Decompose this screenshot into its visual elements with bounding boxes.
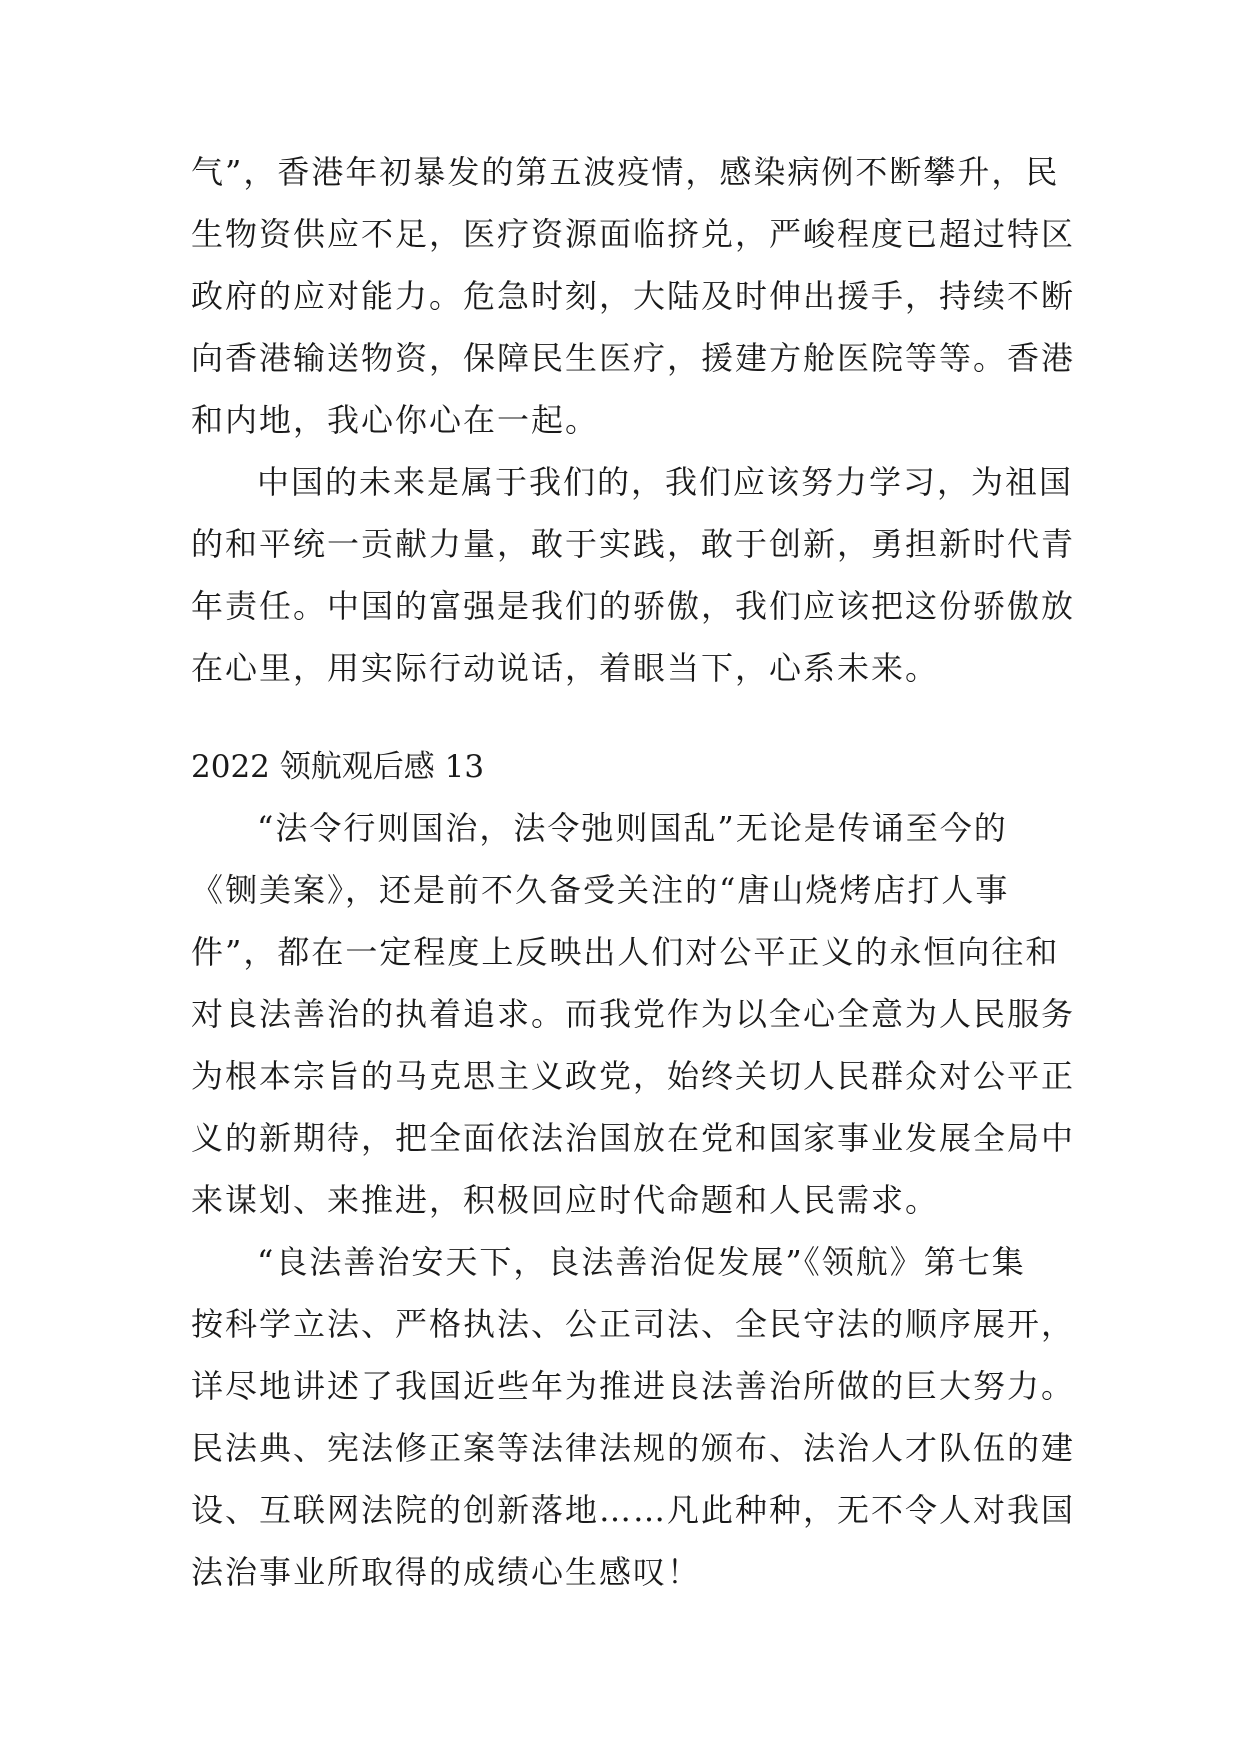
text-line: “良法善治安天下，良法善治促发展”《领航》第七集	[257, 1243, 1026, 1281]
text-line: 对良法善治的执着追求。而我党作为以全心全意为人民服务	[191, 995, 1076, 1033]
text-line: 按科学立法、严格执法、公正司法、全民守法的顺序展开，	[191, 1305, 1076, 1343]
section-title: 2022 领航观后感 13	[191, 749, 485, 785]
text-line: 的和平统一贡献力量，敢于实践，敢于创新，勇担新时代青	[191, 525, 1076, 563]
section-heading	[191, 736, 1053, 798]
paragraph-lingh-episode-seven	[191, 1231, 1076, 1603]
text-line: 在心里，用实际行动说话，着眼当下，心系未来。	[191, 649, 940, 687]
text-line: 详尽地讲述了我国近些年为推进良法善治所做的巨大努力。	[191, 1367, 1076, 1405]
text-line: 气”，香港年初暴发的第五波疫情，感染病例不断攀升，民	[191, 153, 1060, 191]
text-line: 和内地，我心你心在一起。	[191, 401, 600, 439]
text-line: 向香港输送物资，保障民生医疗，援建方舱医院等等。香港	[191, 339, 1076, 377]
text-line: 政府的应对能力。危急时刻，大陆及时伸出援手，持续不断	[191, 277, 1076, 315]
text-line: 义的新期待，把全面依法治国放在党和国家事业发展全局中	[191, 1119, 1076, 1157]
paragraph-future-of-china	[191, 451, 1076, 699]
text-line: 来谋划、来推进，积极回应时代命题和人民需求。	[191, 1181, 940, 1219]
paragraph-rule-of-law	[191, 797, 1076, 1231]
text-line: 为根本宗旨的马克思主义政党，始终关切人民群众对公平正	[191, 1057, 1076, 1095]
text-line: 《铡美案》，还是前不久备受关注的“唐山烧烤店打人事	[191, 871, 1010, 909]
text-line: 中国的未来是属于我们的，我们应该努力学习，为祖国	[257, 463, 1074, 501]
text-line: 件”，都在一定程度上反映出人们对公平正义的永恒向往和	[191, 933, 1060, 971]
text-line: 法治事业所取得的成绩心生感叹！	[191, 1553, 702, 1591]
text-line: 生物资供应不足，医疗资源面临挤兑，严峻程度已超过特区	[191, 215, 1076, 253]
text-line: 民法典、宪法修正案等法律法规的颁布、法治人才队伍的建	[191, 1429, 1076, 1467]
text-line: 年责任。中国的富强是我们的骄傲，我们应该把这份骄傲放	[191, 587, 1076, 625]
text-line: “法令行则国治，法令弛则国乱”无论是传诵至今的	[257, 809, 1008, 847]
paragraph-hongkong-support	[191, 141, 1076, 451]
text-line: 设、互联网法院的创新落地……凡此种种，无不令人对我国	[191, 1491, 1076, 1529]
